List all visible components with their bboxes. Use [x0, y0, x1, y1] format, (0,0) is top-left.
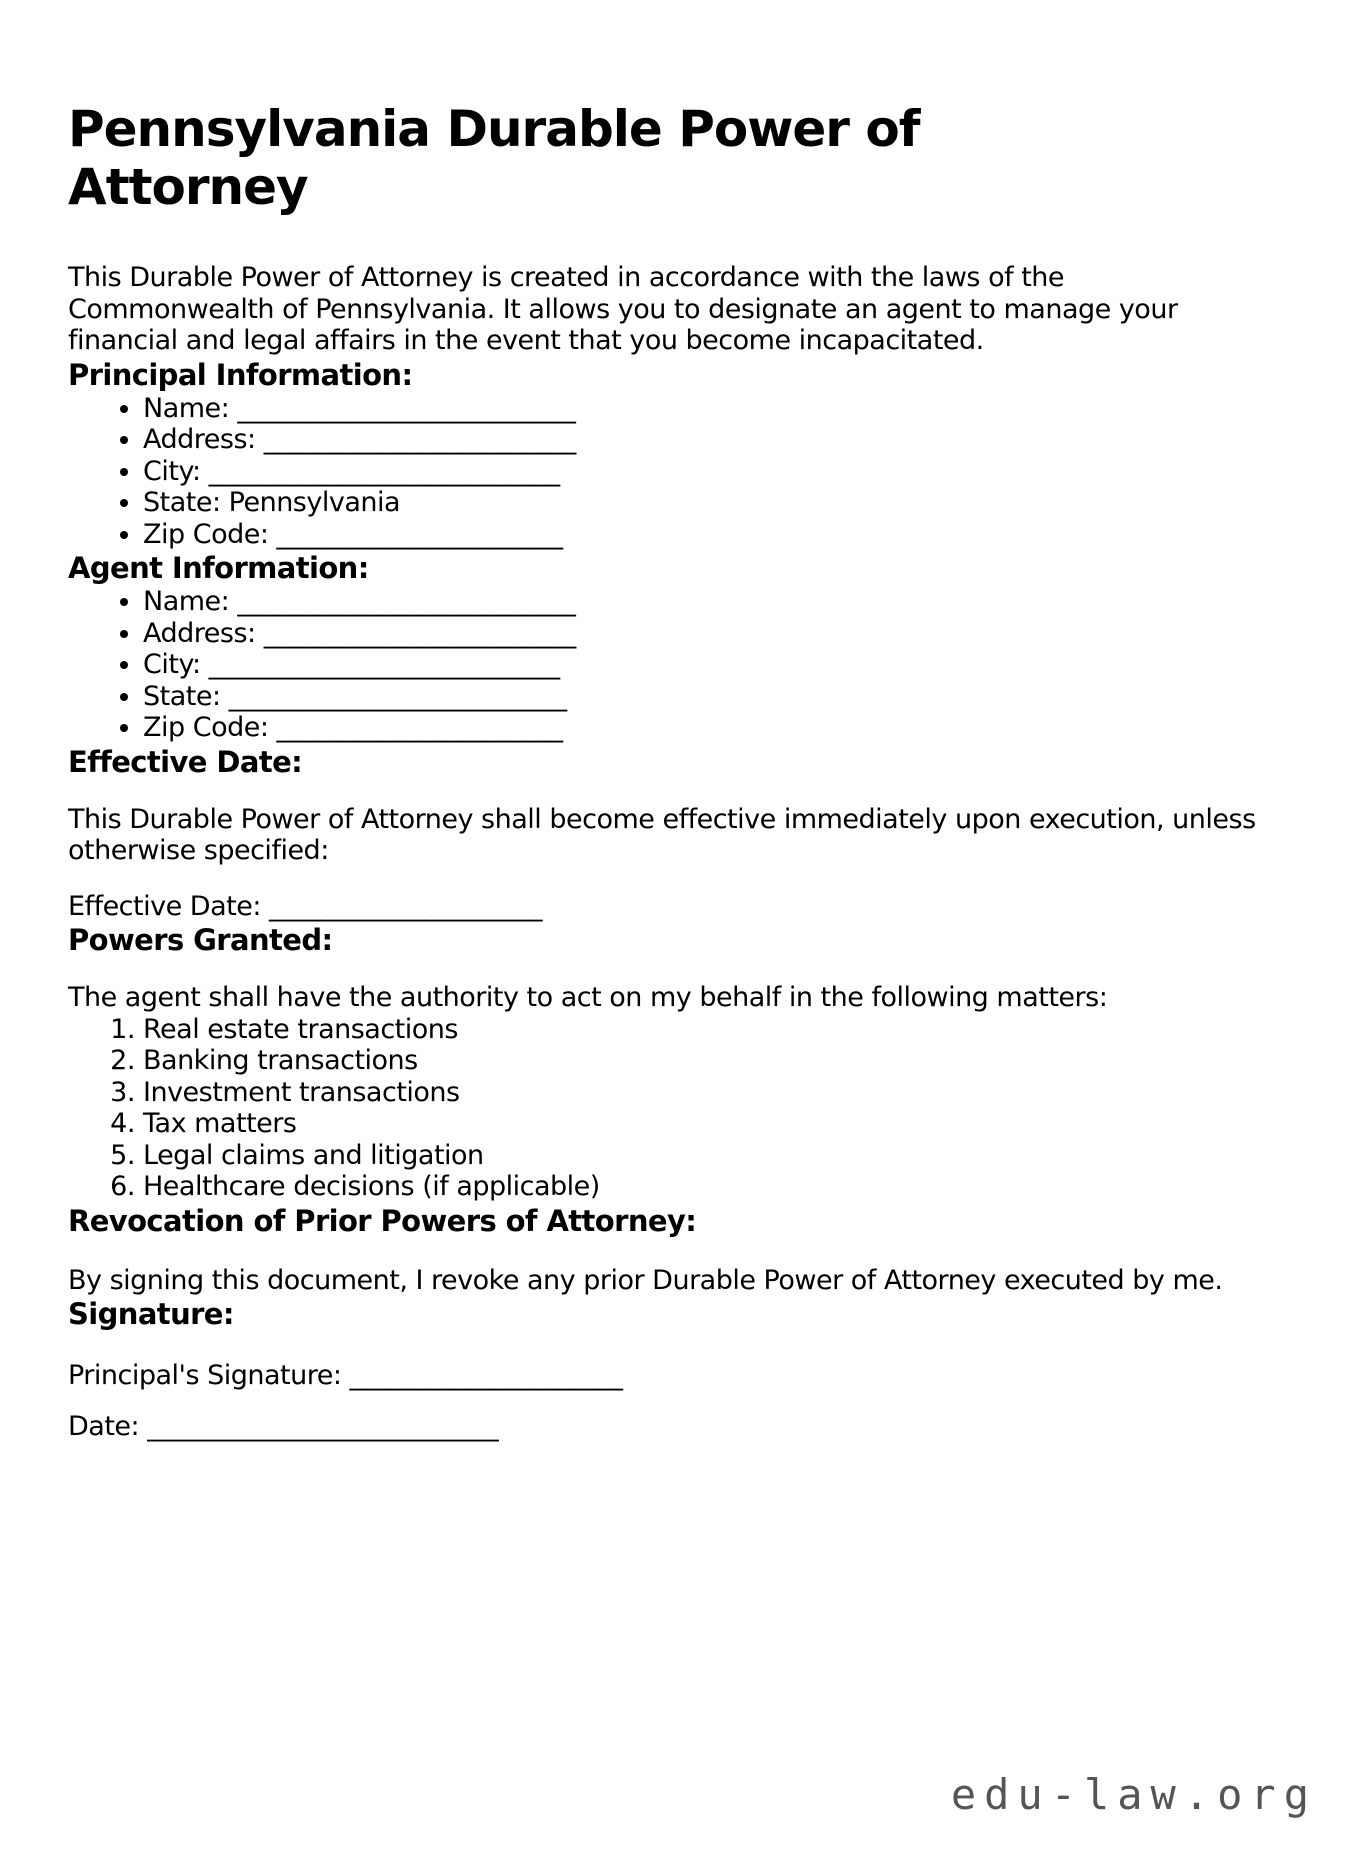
agent-city-field: • City: ___________________________: [143, 649, 1294, 681]
principal-zip-field: • Zip Code: ______________________: [143, 519, 1294, 551]
power-item-tax: 4. Tax matters: [143, 1108, 1294, 1140]
section-heading-agent-information: Agent Information:: [68, 551, 369, 585]
edu-law-watermark: edu-law.org: [950, 1770, 1317, 1819]
power-item-banking: 2. Banking transactions: [143, 1045, 1294, 1077]
agent-zip-field: • Zip Code: ______________________: [143, 712, 1294, 744]
intro-line-2: Commonwealth of Pennsylvania. It allows you to designate an agent to manage your: [68, 293, 1178, 325]
document-page: [0, 100, 1362, 1442]
effective-date-line-2: otherwise specified:: [68, 835, 329, 866]
section-heading-principal-information: Principal Information:: [68, 357, 413, 392]
effective-date-paragraph: [68, 804, 1294, 867]
revocation-paragraph: By signing this document, I revoke any prior Durable Power of Attorney executed by me.: [68, 1264, 1223, 1296]
effective-date-field: Effective Date: _____________________: [68, 890, 542, 922]
principal-city-field: • City: ___________________________: [143, 456, 1294, 488]
power-item-healthcare: 6. Healthcare decisions (if applicable): [143, 1171, 1294, 1203]
section-heading-revocation: Revocation of Prior Powers of Attorney:: [68, 1203, 697, 1238]
agent-state-field: • State: __________________________: [143, 681, 1294, 713]
powers-list: [68, 1014, 1294, 1203]
effective-date-line-1: This Durable Power of Attorney shall become effective immediately upon execution, unless: [68, 803, 1256, 835]
power-item-legal-claims: 5. Legal claims and litigation: [143, 1140, 1294, 1172]
intro-paragraph: [68, 262, 1294, 357]
principal-name-field: • Name: __________________________: [143, 393, 1294, 425]
section-heading-effective-date: Effective Date:: [68, 744, 303, 779]
section-heading-signature: Signature:: [68, 1297, 234, 1331]
agent-name-field: • Name: __________________________: [143, 586, 1294, 618]
page-title: [68, 100, 1294, 216]
intro-line-3: financial and legal affairs in the event that you become incapacitated.: [68, 325, 984, 356]
page-title-line-1: Pennsylvania Durable Power of: [68, 100, 920, 158]
page-title-line-2: Attorney: [68, 158, 308, 216]
intro-line-1: This Durable Power of Attorney is created in accordance with the laws of the: [68, 262, 1065, 293]
principal-state-field: • State: Pennsylvania: [143, 487, 1294, 519]
principal-signature-field: Principal's Signature: _____________________: [68, 1360, 623, 1391]
agent-address-field: • Address: ________________________: [143, 618, 1294, 650]
agent-fields-list: [68, 586, 1294, 744]
signature-date-field: Date: ___________________________: [68, 1410, 499, 1442]
section-heading-powers-granted: Powers Granted:: [68, 923, 333, 957]
principal-address-field: • Address: ________________________: [143, 424, 1294, 456]
power-item-real-estate: 1. Real estate transactions: [143, 1014, 1294, 1046]
powers-intro-paragraph: The agent shall have the authority to act on my behalf in the following matters:: [68, 982, 1108, 1013]
power-item-investment: 3. Investment transactions: [143, 1077, 1294, 1109]
principal-fields-list: [68, 393, 1294, 551]
